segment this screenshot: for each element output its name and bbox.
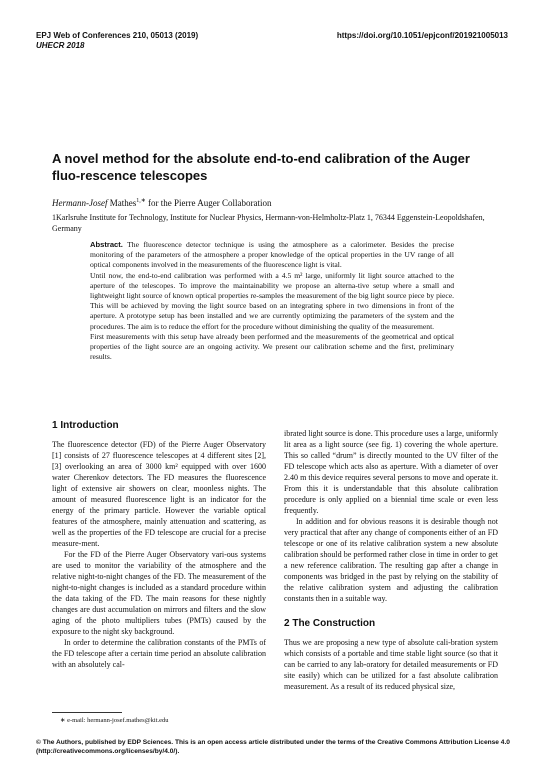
author-last-name: Mathes bbox=[109, 198, 137, 208]
affiliation: 1Karlsruhe Institute for Technology, Institute for Nuclear Physics, Hermann-von-Helmholtz-Platz 1, 76344 Eggenstein-Leopoldshafen, Germany bbox=[52, 213, 485, 233]
paper-title: A novel method for the absolute end-to-end calibration of the Auger fluo-rescence telescopes bbox=[52, 151, 470, 183]
section-heading-construction: 2 The Construction bbox=[284, 618, 376, 629]
running-header-left bbox=[36, 31, 198, 51]
right-paragraph-2: In addition and for obvious reasons it is desirable though not very practical that after any change of components either of an FD telescope or one of its relative calibration system a new absolute calibration should be performed rather close in time in order to get a new reference calibration. The resulting gap after a change in components was bridged in the past by relying on the stability of the relative calibration system and adjusting the calibration constants then in a suitable way. bbox=[284, 517, 498, 603]
right-column bbox=[284, 428, 498, 692]
collaboration: for the Pierre Auger Collaboration bbox=[148, 198, 272, 208]
conference-name: UHECR 2018 bbox=[36, 41, 85, 50]
abstract-para-1: The fluorescence detector technique is using the atmosphere as a calorimeter. Besides the precise monitoring of the parameters of the atmosphere a proper knowledge of the optical properties in the UV range of all optical components involved in the measurements of the fluorescence light is vital. bbox=[90, 240, 454, 270]
intro-paragraph-3: In order to determine the calibration constants of the PMTs of the FD telescope after a certain time period an absolute calibration with an absolutely cal- bbox=[52, 638, 266, 669]
author-marks: 1,∗ bbox=[136, 198, 146, 204]
abstract-para-2: Until now, the end-to-end calibration was performed with a 4.5 m² large, uniformly lit light source attached to the aperture of the telescopes. To improve the maintainability we propose an alterna-tive setup where a small and lightweight light source of known optical properties re-samples the measurement of the big light source piece by piece. This will be achieved by moving the light source based on an integrating sphere in two dimensions in front of the aperture. A prototype setup has been installed and we are currently optimizing the parameters of the system and the procedures. The aim is to reduce the effort for the procedure without diminishing the quality of the measurement. bbox=[90, 270, 454, 331]
abstract-para-3: First measurements with this setup have already been performed and the measurements of the geometrical and optical properties of the light source are an ongoing activity. We present our calibration scheme and the first, preliminary results. bbox=[90, 331, 454, 362]
journal-citation: EPJ Web of Conferences 210, 05013 (2019) bbox=[36, 31, 199, 40]
footnote-email: ∗ e-mail: hermann-josef.mathes@kit.edu bbox=[60, 717, 169, 724]
license-notice: © The Authors, published by EDP Sciences. This is an open access article distributed under the terms of the Creative Commons Attribution License 4.0 (http://creativecommons.org/licenses/by/4.0/). bbox=[36, 739, 510, 755]
intro-paragraph-1: The fluorescence detector (FD) of the Pierre Auger Observatory [1] consists of 27 fluorescence telescopes at 4 different sites [2], [3] overlooking an area of 3000 km² equipped with over 1600 water Cherenkov detectors. The FD measures the fluorescence light of extensive air showers on clear, moonless nights. The amount of measured fluorescence light is an indicator for the energy of the primary particle. However the variable optical features of the atmosphere, mainly attenuation and scattering, as well as the properties of the FD telescope are crucial for a precise measure-ment. bbox=[52, 440, 266, 548]
section-heading-introduction: 1 Introduction bbox=[52, 420, 119, 431]
intro-paragraph-2: For the FD of the Pierre Auger Observatory vari-ous systems are used to monitor the variability of the atmosphere and the relative night-to-night changes of the FD. The measurement of the night-to-night changes is included as a standard procedure within the data taking of the FD. The main reasons for these nightly changes are dust accumulation on mirrors and filters and the slow aging of the photo multipliers tubes (PMTs) caused by the exposure to the night sky background. bbox=[52, 550, 266, 636]
left-column bbox=[52, 420, 266, 670]
abstract bbox=[90, 240, 454, 362]
author-line bbox=[52, 197, 272, 208]
abstract-label: Abstract. bbox=[90, 240, 123, 249]
author-first-name: Hermann-Josef bbox=[52, 198, 108, 208]
doi-link[interactable]: https://doi.org/10.1051/epjconf/201921005013 bbox=[336, 31, 508, 40]
right-paragraph-1: ibrated light source is done. This procedure uses a large, uniformly lit area as a light source (see fig. 1) covering the whole aperture. This so called “drum” is directly mounted to the UV filter of the FD telescope which acts also as aperture. With a diameter of over 2.40 m this device requires several persons to move and operate it. From this it is understandable that this absolute calibration procedure is only applied on a biennial time scale or even less frequently. bbox=[284, 429, 498, 515]
footnote-divider bbox=[52, 712, 122, 713]
construction-paragraph-1: Thus we are proposing a new type of absolute cali-bration system which consists of a portable and time stable light source (so that it can be carried to any lab-oratory for detailed measurements or FD site easily) which can be utilized for a fast absolute calibration measurement. As a result of its reduced physical size, bbox=[284, 638, 498, 691]
